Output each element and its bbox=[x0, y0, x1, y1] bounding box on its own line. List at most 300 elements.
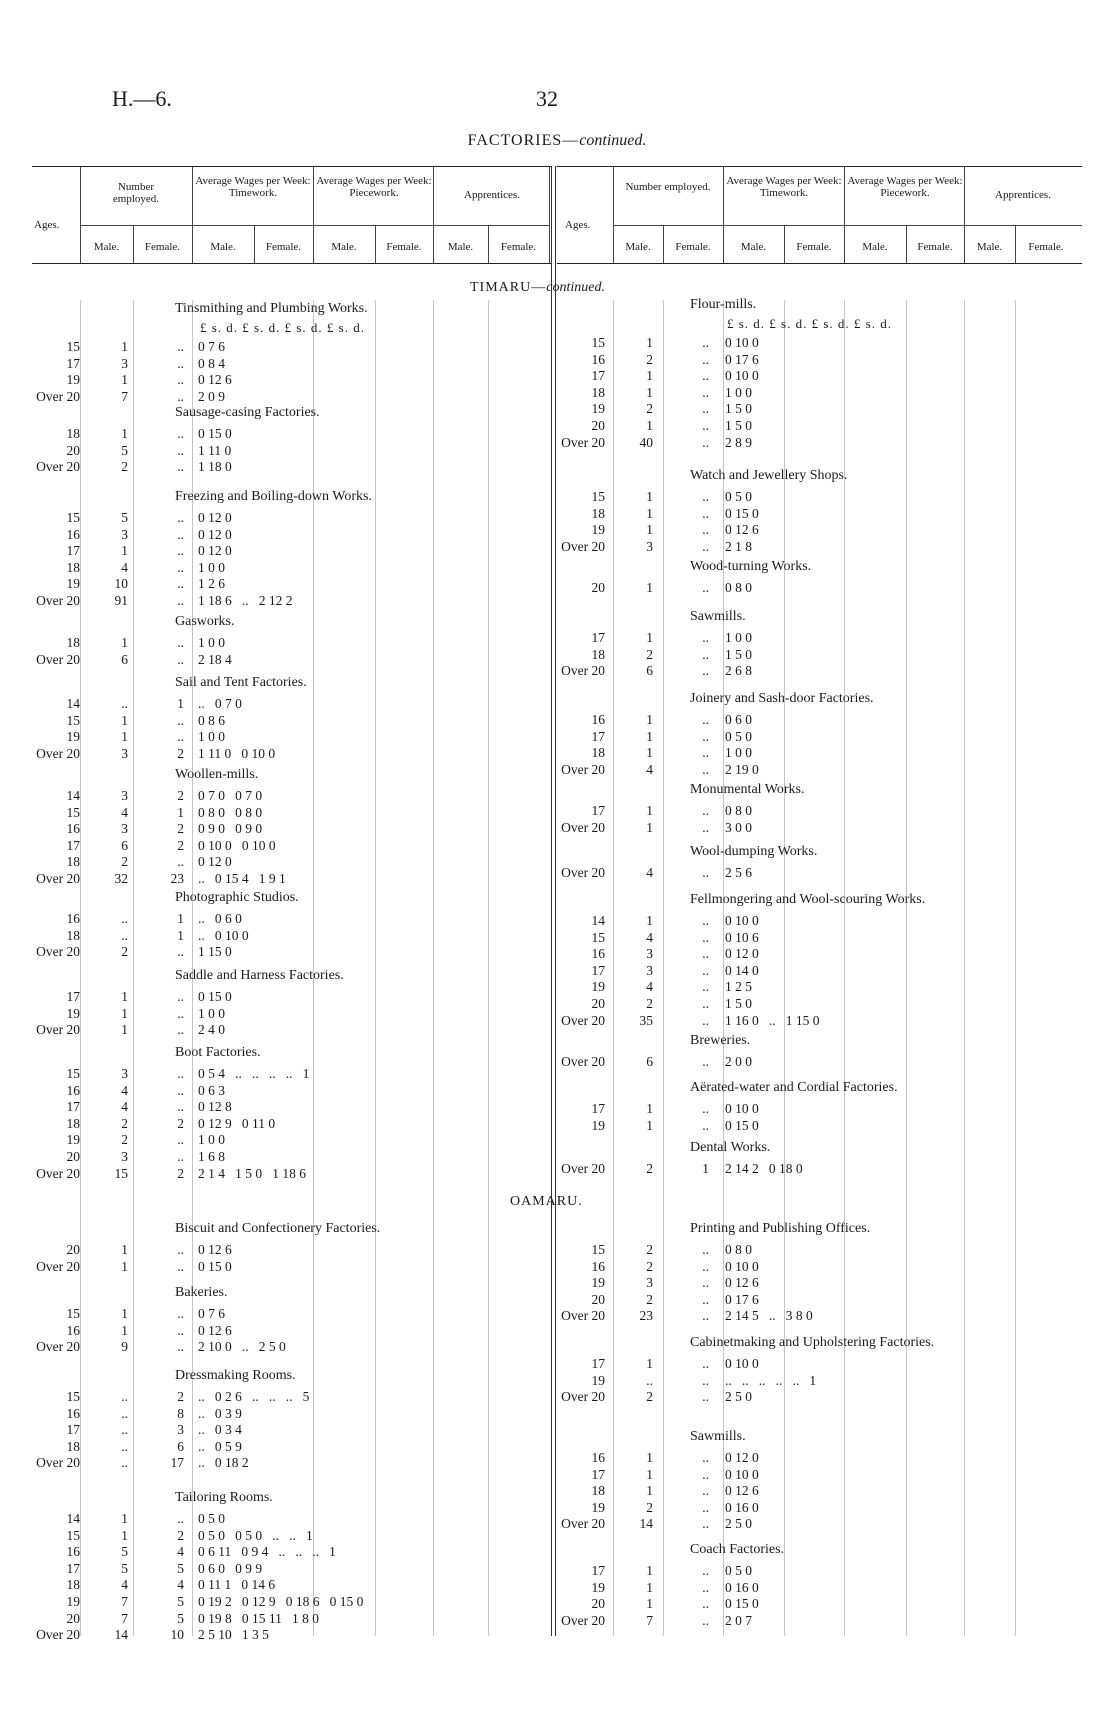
female-count-cell: .. bbox=[177, 576, 184, 592]
age-cell: 18 bbox=[591, 646, 605, 662]
female-count-cell: .. bbox=[702, 712, 709, 727]
table-row bbox=[557, 820, 1067, 837]
section-title: Breweries. bbox=[690, 1033, 751, 1048]
table-row bbox=[557, 996, 1067, 1013]
male-count-cell: 1 bbox=[121, 543, 128, 559]
table-row bbox=[32, 593, 542, 610]
male-count-cell: 7 bbox=[121, 1610, 128, 1626]
wages-cell: 0 12 6 bbox=[198, 372, 232, 388]
column-rule bbox=[375, 300, 376, 1636]
age-cell: 15 bbox=[591, 489, 605, 504]
female-count-cell: .. bbox=[702, 913, 709, 928]
male-count-cell: 3 bbox=[646, 1275, 653, 1291]
male-count-cell: 4 bbox=[121, 1082, 128, 1098]
wages-cell: 0 7 6 bbox=[198, 339, 225, 354]
wages-cell: 1 0 0 bbox=[198, 559, 225, 575]
age-cell: 17 bbox=[66, 1560, 80, 1576]
female-count-cell: .. bbox=[702, 1450, 709, 1465]
table-row bbox=[32, 1116, 542, 1133]
female-count-cell: .. bbox=[177, 543, 184, 559]
male-count-cell: 4 bbox=[121, 1577, 128, 1593]
male-count-cell: 2 bbox=[646, 1258, 653, 1274]
male-count-cell: .. bbox=[121, 1438, 128, 1454]
table-row bbox=[32, 389, 542, 406]
wages-cell: 0 8 0 bbox=[725, 803, 752, 818]
age-cell: 16 bbox=[591, 1450, 605, 1465]
female-count-cell: .. bbox=[702, 962, 709, 978]
age-cell: 17 bbox=[591, 962, 605, 978]
table-row bbox=[32, 356, 542, 373]
table-row bbox=[32, 510, 542, 527]
wages-cell: 2 19 0 bbox=[725, 761, 759, 777]
table-row bbox=[557, 418, 1067, 435]
age-cell: Over 20 bbox=[36, 388, 80, 404]
age-cell: Over 20 bbox=[561, 1012, 605, 1028]
table-row bbox=[557, 1356, 1067, 1373]
male-count-cell: 1 bbox=[646, 1450, 653, 1465]
male-count-cell: 1 bbox=[646, 1101, 653, 1116]
female-count-cell: .. bbox=[177, 355, 184, 371]
male-count-cell: 1 bbox=[646, 1356, 653, 1371]
age-cell: Over 20 bbox=[561, 1516, 605, 1532]
male-count-cell: 1 bbox=[646, 630, 653, 645]
female-count-cell: .. bbox=[702, 1372, 709, 1388]
wages-cell: 1 5 0 bbox=[725, 646, 752, 662]
age-cell: Over 20 bbox=[36, 871, 80, 886]
male-count-cell: 1 bbox=[121, 1242, 128, 1257]
wages-cell: 0 12 0 bbox=[198, 526, 232, 542]
female-count-cell: 2 bbox=[177, 1115, 184, 1131]
female-count-cell: .. bbox=[177, 459, 184, 475]
header-male: Male. bbox=[447, 241, 474, 253]
male-count-cell: 3 bbox=[121, 355, 128, 371]
section-title: Wood-turning Works. bbox=[690, 559, 812, 574]
column-rule bbox=[906, 300, 907, 1636]
table-row bbox=[32, 1006, 542, 1023]
female-count-cell: 2 bbox=[177, 788, 184, 803]
table-row bbox=[32, 459, 542, 476]
age-cell: 17 bbox=[66, 355, 80, 371]
female-count-cell: .. bbox=[177, 593, 184, 608]
table-row bbox=[557, 1467, 1067, 1484]
male-count-cell: 1 bbox=[121, 1511, 128, 1526]
header-avg-piecework: Average Wages per Week: Piecework. bbox=[847, 175, 963, 199]
header-apprentices: Apprentices. bbox=[464, 189, 520, 201]
table-row bbox=[557, 663, 1067, 680]
female-count-cell: .. bbox=[177, 1258, 184, 1274]
section-title: Freezing and Boiling-down Works. bbox=[175, 489, 372, 504]
age-cell: Over 20 bbox=[36, 1339, 80, 1355]
female-count-cell: 8 bbox=[177, 1405, 184, 1421]
wages-cell: 0 8 0 bbox=[725, 580, 752, 595]
female-count-cell: .. bbox=[702, 1291, 709, 1307]
wages-cell: 1 0 0 bbox=[198, 635, 225, 650]
wages-cell: 2 0 0 bbox=[725, 1054, 752, 1069]
wages-cell: 2 1 4 1 5 0 1 18 6 bbox=[198, 1165, 306, 1181]
male-count-cell: 1 bbox=[646, 913, 653, 928]
wages-cell: 2 5 6 bbox=[725, 865, 752, 880]
male-count-cell: 2 bbox=[646, 1389, 653, 1405]
male-count-cell: 23 bbox=[639, 1308, 653, 1324]
wages-cell: 1 0 0 bbox=[198, 729, 225, 745]
table-row bbox=[32, 696, 542, 713]
column-rule bbox=[433, 300, 434, 1636]
wages-cell: 0 6 11 0 9 4 .. .. .. 1 bbox=[198, 1544, 336, 1560]
table-row bbox=[32, 1022, 542, 1039]
age-cell: Over 20 bbox=[36, 1455, 80, 1471]
wages-cell: 0 5 4 .. .. .. .. 1 bbox=[198, 1066, 310, 1081]
table-row bbox=[557, 647, 1067, 664]
male-count-cell: 1 bbox=[646, 1483, 653, 1499]
female-count-cell: .. bbox=[177, 712, 184, 728]
table-row bbox=[32, 805, 542, 822]
section-title: Saddle and Harness Factories. bbox=[175, 968, 344, 983]
age-cell: 17 bbox=[591, 368, 605, 384]
section-title: Biscuit and Confectionery Factories. bbox=[175, 1221, 381, 1236]
wages-cell: 0 12 0 bbox=[198, 543, 232, 559]
wages-cell: 0 6 3 bbox=[198, 1082, 225, 1098]
female-count-cell: .. bbox=[177, 1082, 184, 1098]
age-cell: 19 bbox=[591, 1117, 605, 1133]
table-row bbox=[32, 1149, 542, 1166]
female-count-cell: .. bbox=[177, 1306, 184, 1321]
wages-cell: 1 18 6 .. 2 12 2 bbox=[198, 593, 293, 608]
table-row bbox=[557, 401, 1067, 418]
wages-cell: 0 19 2 0 12 9 0 18 6 0 15 0 bbox=[198, 1594, 364, 1609]
wages-cell: 0 5 0 bbox=[725, 728, 752, 744]
female-count-cell: .. bbox=[177, 559, 184, 575]
male-count-cell: 6 bbox=[646, 1054, 653, 1069]
age-cell: 20 bbox=[591, 996, 605, 1011]
header-female: Female. bbox=[917, 241, 953, 253]
header-number-employed: Number employed. bbox=[625, 181, 711, 193]
table-row bbox=[32, 713, 542, 730]
wages-cell: 0 15 0 bbox=[198, 989, 232, 1004]
wages-cell: 0 5 0 bbox=[725, 489, 752, 504]
female-count-cell: 23 bbox=[170, 871, 184, 886]
male-count-cell: 3 bbox=[646, 538, 653, 554]
female-count-cell: .. bbox=[177, 1149, 184, 1164]
age-cell: 19 bbox=[591, 1499, 605, 1515]
female-count-cell: .. bbox=[702, 1275, 709, 1291]
section-title: Aërated-water and Cordial Factories. bbox=[690, 1080, 898, 1095]
section-title: Tailoring Rooms. bbox=[175, 1490, 273, 1505]
table-row bbox=[32, 339, 542, 356]
wages-cell: 0 16 0 bbox=[725, 1579, 759, 1595]
wages-cell: .. 0 7 0 bbox=[198, 696, 242, 711]
table-header-left bbox=[32, 166, 551, 264]
male-count-cell: .. bbox=[121, 911, 128, 926]
male-count-cell: 2 bbox=[646, 401, 653, 417]
age-cell: 18 bbox=[66, 1577, 80, 1593]
table-row bbox=[557, 1292, 1067, 1309]
column-rule bbox=[192, 300, 193, 1636]
header-male: Male. bbox=[976, 241, 1003, 253]
table-row bbox=[32, 1561, 542, 1578]
wages-cell: 0 12 0 bbox=[725, 946, 759, 962]
male-count-cell: 1 bbox=[121, 426, 128, 441]
wages-cell: 0 6 0 0 9 9 bbox=[198, 1560, 263, 1576]
male-count-cell: 5 bbox=[121, 510, 128, 525]
wages-cell: 0 12 6 bbox=[725, 522, 759, 538]
table-row bbox=[32, 1439, 542, 1456]
table-row bbox=[557, 368, 1067, 385]
age-cell: 19 bbox=[66, 576, 80, 592]
age-cell: Over 20 bbox=[561, 819, 605, 835]
section-title: Coach Factories. bbox=[690, 1542, 785, 1557]
male-count-cell: 3 bbox=[646, 946, 653, 962]
table-row bbox=[557, 1563, 1067, 1580]
section-title: Cabinetmaking and Upholstering Factories. bbox=[690, 1335, 935, 1350]
female-count-cell: .. bbox=[702, 434, 709, 450]
male-count-cell: 1 bbox=[646, 1563, 653, 1578]
wages-cell: 0 12 0 bbox=[725, 1450, 759, 1465]
female-count-cell: .. bbox=[702, 745, 709, 761]
region-name: TIMARU— bbox=[470, 280, 547, 295]
male-count-cell: 4 bbox=[121, 559, 128, 575]
age-cell: 20 bbox=[591, 418, 605, 433]
header-female: Female. bbox=[500, 241, 537, 253]
header-ages: Ages. bbox=[34, 219, 60, 231]
section-title: Flour-mills. bbox=[690, 297, 757, 312]
table-row bbox=[557, 946, 1067, 963]
age-cell: Over 20 bbox=[561, 538, 605, 554]
male-count-cell: 7 bbox=[121, 1594, 128, 1609]
wages-cell: .. 0 3 4 bbox=[198, 1422, 242, 1438]
male-count-cell: 6 bbox=[646, 663, 653, 679]
male-count-cell: .. bbox=[121, 1389, 128, 1404]
age-cell: 15 bbox=[66, 339, 80, 354]
wages-cell: 0 12 8 bbox=[198, 1099, 232, 1115]
wages-cell: 0 7 6 bbox=[198, 1306, 225, 1321]
wages-cell: 1 11 0 bbox=[198, 442, 232, 458]
header-female: Female. bbox=[386, 241, 422, 253]
age-cell: 18 bbox=[66, 1115, 80, 1131]
table-row bbox=[557, 489, 1067, 506]
table-row bbox=[32, 372, 542, 389]
female-count-cell: .. bbox=[702, 761, 709, 777]
section-title: Monumental Works. bbox=[690, 782, 805, 797]
wages-cell: 1 0 0 bbox=[198, 1132, 225, 1148]
age-cell: 19 bbox=[591, 1275, 605, 1291]
female-count-cell: .. bbox=[702, 335, 709, 350]
table-row bbox=[32, 989, 542, 1006]
table-row bbox=[557, 522, 1067, 539]
female-count-cell: 2 bbox=[177, 837, 184, 853]
wages-cell: .. 0 10 0 bbox=[198, 927, 249, 943]
table-row bbox=[557, 1013, 1067, 1030]
age-cell: Over 20 bbox=[36, 1165, 80, 1181]
female-count-cell: .. bbox=[702, 1117, 709, 1133]
table-row bbox=[32, 1339, 542, 1356]
wages-cell: 0 15 0 bbox=[198, 1258, 232, 1274]
male-count-cell: 2 bbox=[646, 996, 653, 1011]
female-count-cell: .. bbox=[702, 728, 709, 744]
header-female: Female. bbox=[796, 241, 832, 253]
wages-cell: 0 5 0 bbox=[198, 1511, 225, 1526]
wages-cell: 2 8 9 bbox=[725, 434, 752, 450]
age-cell: 14 bbox=[66, 696, 80, 711]
wages-cell: 0 10 0 bbox=[725, 1466, 759, 1482]
header-male: Male. bbox=[862, 241, 888, 253]
female-count-cell: .. bbox=[177, 1339, 184, 1355]
header-apprentices: Apprentices. bbox=[995, 189, 1051, 201]
table-row bbox=[557, 1500, 1067, 1517]
wages-cell: 0 10 6 bbox=[725, 929, 759, 945]
page-number: 32 bbox=[536, 86, 558, 111]
age-cell: 19 bbox=[66, 372, 80, 388]
wages-cell: 0 15 0 bbox=[725, 1596, 759, 1612]
wages-cell: 2 6 8 bbox=[725, 663, 752, 679]
age-cell: 15 bbox=[66, 1306, 80, 1321]
wages-cell: 0 7 0 0 7 0 bbox=[198, 788, 263, 803]
section-title: Sausage-casing Factories. bbox=[175, 405, 320, 420]
female-count-cell: .. bbox=[702, 1596, 709, 1612]
age-cell: 16 bbox=[66, 1082, 80, 1098]
male-count-cell: 1 bbox=[646, 1596, 653, 1612]
section-title: Dental Works. bbox=[690, 1140, 771, 1155]
age-cell: 18 bbox=[66, 426, 80, 441]
wages-cell: 0 11 1 0 14 6 bbox=[198, 1577, 276, 1593]
female-count-cell: .. bbox=[702, 351, 709, 367]
table-row bbox=[557, 1308, 1067, 1325]
female-count-cell: 4 bbox=[177, 1577, 184, 1593]
wages-cell: 0 10 0 bbox=[725, 368, 759, 384]
male-count-cell: 32 bbox=[114, 871, 128, 886]
female-count-cell: .. bbox=[702, 1516, 709, 1532]
table-row bbox=[32, 652, 542, 669]
age-cell: Over 20 bbox=[36, 944, 80, 960]
male-count-cell: 14 bbox=[639, 1516, 653, 1532]
male-count-cell: 4 bbox=[646, 761, 653, 777]
age-cell: 17 bbox=[591, 1101, 605, 1116]
age-cell: Over 20 bbox=[561, 1308, 605, 1324]
table-row bbox=[557, 865, 1067, 882]
age-cell: 20 bbox=[591, 580, 605, 595]
male-count-cell: 3 bbox=[121, 821, 128, 837]
female-count-cell: .. bbox=[177, 1242, 184, 1257]
wages-cell: 0 12 6 bbox=[198, 1322, 232, 1338]
male-count-cell: 1 bbox=[646, 522, 653, 538]
table-row bbox=[32, 746, 542, 763]
header-male: Male. bbox=[625, 241, 651, 253]
male-count-cell: .. bbox=[121, 1455, 128, 1471]
wages-cell: 0 10 0 bbox=[725, 1258, 759, 1274]
age-cell: 15 bbox=[66, 712, 80, 728]
age-cell: 18 bbox=[66, 854, 80, 870]
female-count-cell: .. bbox=[177, 339, 184, 354]
wages-cell: 0 15 0 bbox=[198, 426, 232, 441]
wages-cell: 1 15 0 bbox=[198, 944, 232, 960]
female-count-cell: .. bbox=[702, 646, 709, 662]
female-count-cell: .. bbox=[177, 1066, 184, 1081]
table-row bbox=[557, 729, 1067, 746]
table-row bbox=[32, 1323, 542, 1340]
section-title: Gasworks. bbox=[175, 614, 235, 629]
male-count-cell: 2 bbox=[121, 854, 128, 870]
male-count-cell: 2 bbox=[646, 1499, 653, 1515]
table-row bbox=[557, 435, 1067, 452]
section-title: Watch and Jewellery Shops. bbox=[690, 468, 848, 483]
female-count-cell: .. bbox=[177, 1511, 184, 1526]
wages-cell: 0 6 0 bbox=[725, 712, 752, 727]
male-count-cell: 1 bbox=[646, 580, 653, 595]
age-cell: Over 20 bbox=[36, 459, 80, 475]
table-row bbox=[32, 1083, 542, 1100]
wages-cell: 0 17 6 bbox=[725, 1291, 759, 1307]
male-count-cell: 1 bbox=[121, 729, 128, 745]
female-count-cell: 1 bbox=[177, 911, 184, 926]
age-cell: 16 bbox=[66, 526, 80, 542]
female-count-cell: 1 bbox=[177, 804, 184, 820]
age-cell: 16 bbox=[591, 351, 605, 367]
male-count-cell: 15 bbox=[114, 1165, 128, 1181]
age-cell: Over 20 bbox=[561, 761, 605, 777]
male-count-cell: 3 bbox=[121, 1066, 128, 1081]
age-cell: 17 bbox=[66, 1099, 80, 1115]
female-count-cell: 4 bbox=[177, 1544, 184, 1560]
age-cell: 19 bbox=[66, 729, 80, 745]
male-count-cell: 1 bbox=[646, 803, 653, 818]
wages-cell: 0 12 9 0 11 0 bbox=[198, 1115, 276, 1131]
male-count-cell: 2 bbox=[121, 1115, 128, 1131]
male-count-cell: 2 bbox=[121, 459, 128, 475]
male-count-cell: 1 bbox=[121, 372, 128, 388]
table-row bbox=[32, 1259, 542, 1276]
age-cell: 19 bbox=[591, 979, 605, 995]
female-count-cell: .. bbox=[702, 929, 709, 945]
female-count-cell: .. bbox=[177, 426, 184, 441]
table-row bbox=[32, 1066, 542, 1083]
age-cell: 17 bbox=[591, 630, 605, 645]
currency-units-row: £ s. d. £ s. d. £ s. d. £ s. d. bbox=[727, 316, 892, 331]
age-cell: 19 bbox=[591, 1372, 605, 1388]
female-count-cell: .. bbox=[177, 510, 184, 525]
wages-cell: 0 17 6 bbox=[725, 351, 759, 367]
age-cell: 18 bbox=[66, 927, 80, 943]
table-row bbox=[557, 913, 1067, 930]
section-title: Fellmongering and Wool-scouring Works. bbox=[690, 892, 926, 907]
section-title: Bakeries. bbox=[175, 1285, 228, 1300]
table-row bbox=[557, 1389, 1067, 1406]
age-cell: 16 bbox=[66, 1544, 80, 1560]
section-title: Tinsmithing and Plumbing Works. bbox=[175, 301, 368, 316]
age-cell: 16 bbox=[591, 1258, 605, 1274]
male-count-cell: 3 bbox=[121, 745, 128, 761]
age-cell: 19 bbox=[591, 401, 605, 417]
age-cell: 16 bbox=[66, 1405, 80, 1421]
wages-cell: 2 14 5 .. 3 8 0 bbox=[725, 1308, 813, 1324]
female-count-cell: .. bbox=[702, 489, 709, 504]
female-count-cell: .. bbox=[177, 1005, 184, 1021]
male-count-cell: 1 bbox=[646, 505, 653, 521]
wages-cell: .. 0 5 9 bbox=[198, 1438, 242, 1454]
table-row bbox=[557, 580, 1067, 597]
age-cell: Over 20 bbox=[561, 1054, 605, 1069]
female-count-cell: .. bbox=[702, 580, 709, 595]
table-row bbox=[557, 1596, 1067, 1613]
male-count-cell: 1 bbox=[646, 1466, 653, 1482]
female-count-cell: .. bbox=[702, 1308, 709, 1324]
section-title: Sawmills. bbox=[690, 609, 746, 624]
wages-cell: 1 5 0 bbox=[725, 401, 752, 417]
male-count-cell: 1 bbox=[121, 1258, 128, 1274]
male-count-cell: 6 bbox=[121, 837, 128, 853]
age-cell: 18 bbox=[66, 559, 80, 575]
male-count-cell: 2 bbox=[121, 944, 128, 960]
table-row bbox=[557, 335, 1067, 352]
table-row bbox=[557, 803, 1067, 820]
